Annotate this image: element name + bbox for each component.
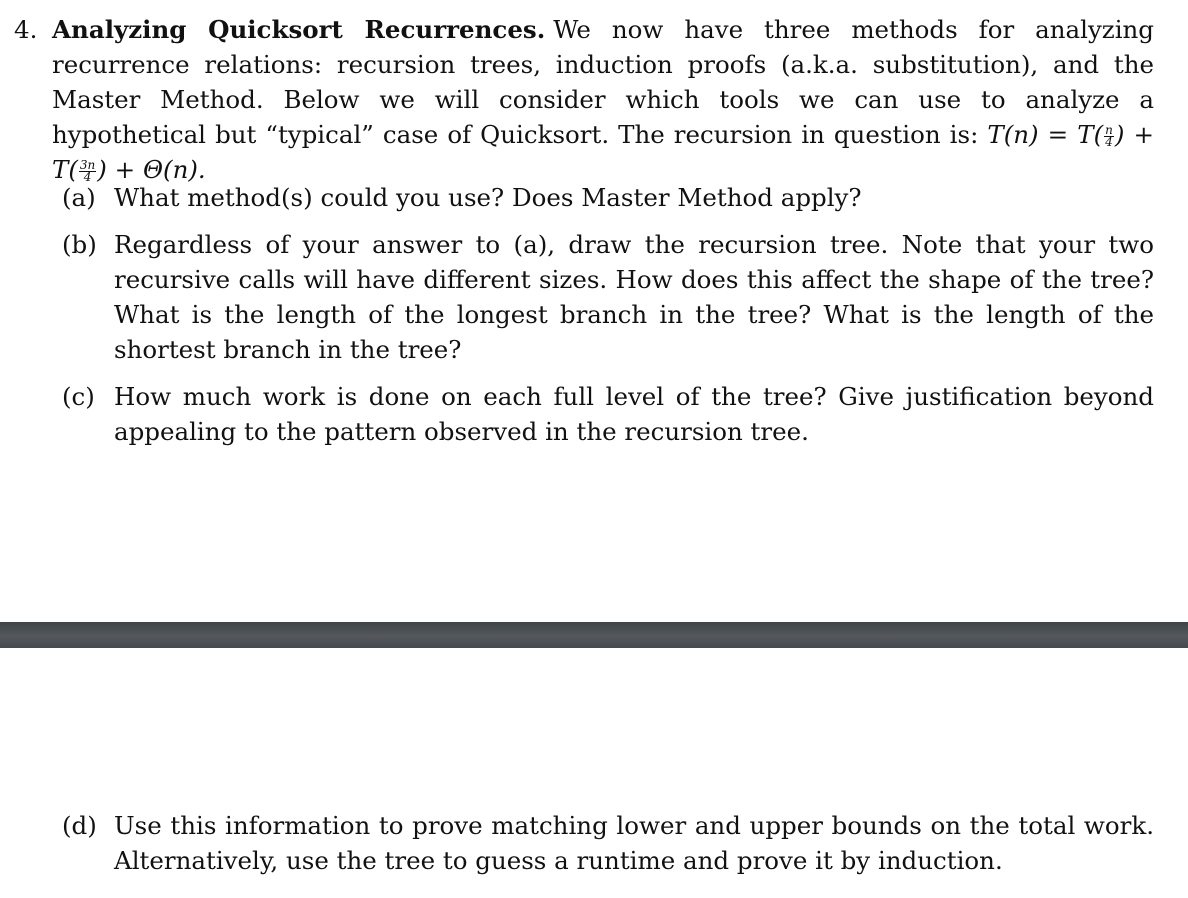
part-text: What method(s) could you use? Does Master Method apply? (114, 183, 862, 212)
page-divider (0, 622, 1188, 648)
fraction-n-over-4: $\frac{n}{4}$ (1105, 123, 1113, 149)
fraction-3n-over-4: $\frac{3n}{4}$ (79, 158, 96, 184)
problem-statement (52, 12, 1154, 187)
part-text: How much work is done on each full level of the tree? Give justification beyond appealing to the pattern observed in the recursion tree. (114, 382, 1154, 446)
part-text: Regardless of your answer to (a), draw the recursion tree. Note that your two recursive calls will have different sizes. How does this affect the shape of the tree? What is the length of the longest branch in the tree? What is the length of the shortest branch in the tree? (114, 230, 1154, 364)
part-label: (d) (62, 811, 97, 840)
part-label: (a) (62, 183, 96, 212)
part-c (62, 379, 1154, 449)
part-d (62, 808, 1154, 878)
part-text: Use this information to prove matching lower and upper bounds on the total work. Alternatively, use the tree to guess a runtime and prove it by induction. (114, 811, 1154, 875)
part-a (62, 180, 1154, 215)
recurrence-equation: T(n) = T( $\frac{n}{4}$ ) + T( $\frac{3n}{4}$ ) + Θ(n). (52, 120, 1154, 184)
problem-number: 4. (14, 15, 38, 44)
part-label: (b) (62, 230, 97, 259)
parts-lower (62, 808, 1154, 890)
part-label: (c) (62, 382, 95, 411)
problem-title: Analyzing Quicksort Recurrences. (52, 15, 546, 44)
problem-4 (14, 12, 1154, 187)
part-b (62, 227, 1154, 367)
parts-upper (62, 180, 1154, 461)
problem-intro: We now have three methods for analyzing recurrence relations: recursion trees, induction proofs (a.k.a. substitution), and the Master Method. Below we will consider which tools we can use to analyze a hypothetical but “typical” case of Quicksort. The recursion in question is: (52, 15, 1154, 149)
